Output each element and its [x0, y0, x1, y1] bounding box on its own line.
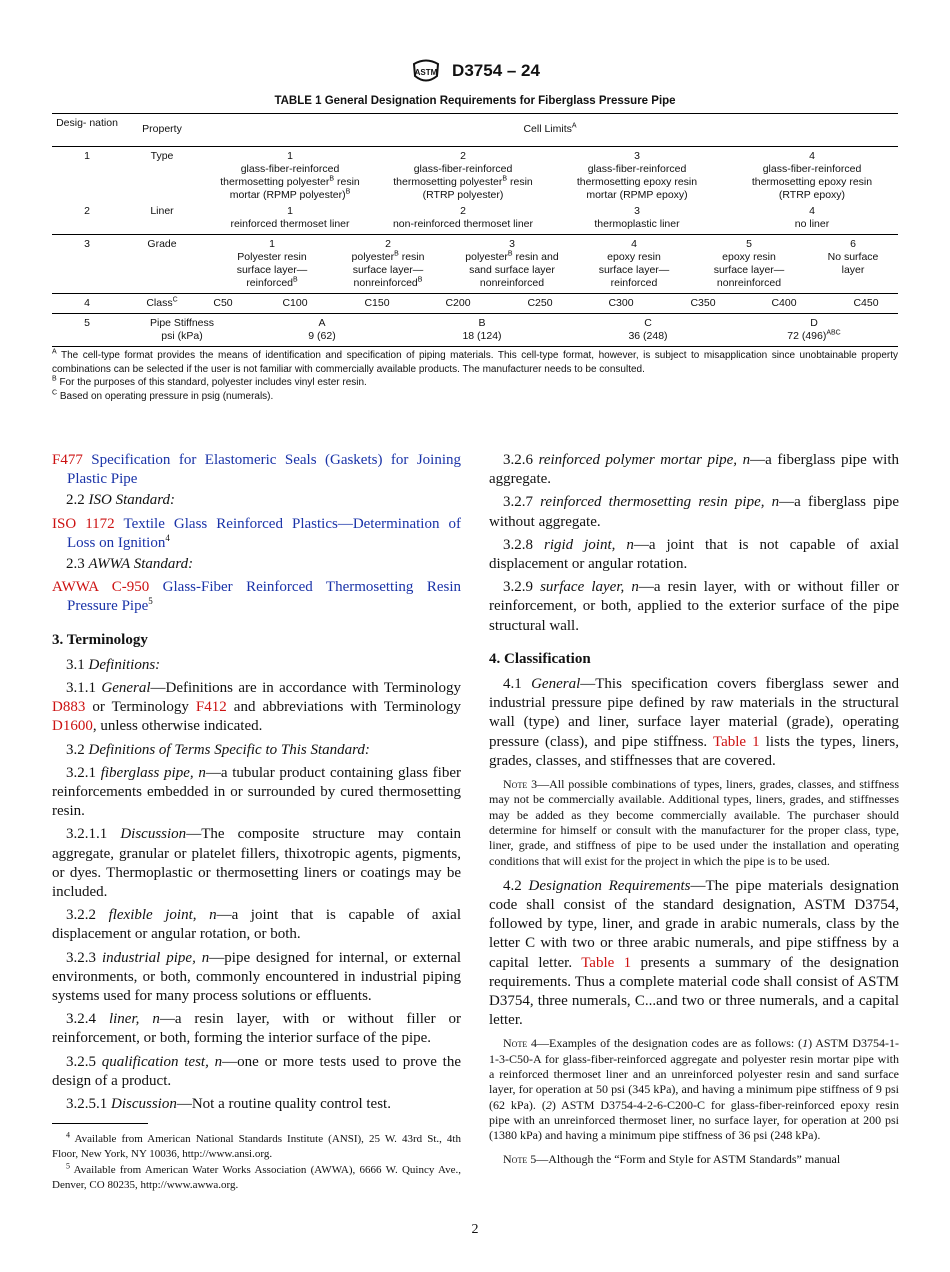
reference-awwa: AWWA C-950 Glass-Fiber Reinforced Thermosetting Resin Pressure Pipe$^5$ — [52, 579, 461, 615]
ref-link-d1600[interactable]: D1600 — [52, 718, 93, 735]
section-heading-classification: 4. Classification — [489, 650, 591, 667]
table-footnote-b: $^B$ For the purposes of this standard, polyester includes vinyl ester resin. — [52, 375, 367, 388]
stiffness-cell: D 72 $(496)^{ABC}$ — [787, 317, 841, 342]
row-num: 1 — [84, 150, 90, 162]
table-1-link[interactable]: Table 1 — [712, 733, 760, 750]
ref-link-awwa[interactable]: AWWA C-950 — [52, 579, 150, 596]
ref-title-f477[interactable]: Specification for Elastomeric Seals (Gaskets) for Joining Plastic Pipe — [67, 452, 462, 488]
right-column — [489, 451, 899, 1175]
ref-link-iso1172[interactable]: ISO 1172 — [52, 515, 115, 532]
row-property: Class$^C$ — [146, 296, 178, 309]
row-num: 3 — [84, 238, 90, 250]
class-cell: C100 — [282, 297, 308, 309]
table-footnote-a: $^A$ The cell-type format provides the means of identification and specification of piping materials. This cell-type format, however, is subject to misapplication since unobtainable property combinations can be selected if the user is not familiar with commercially available products. The manufacturer needs to be consulted. — [52, 348, 898, 375]
type-cell: 2 glass-fiber-reinforced thermosetting polyester$^B$ resin (RTRP polyester) — [393, 150, 533, 201]
section-3-2-9: 3.2.9 surface layer, n—a resin layer, with or without filler or reinforcement, or both, applied to the exterior surface of the pipe structural wall. — [489, 579, 899, 634]
row-num: 4 — [84, 297, 90, 309]
svg-text:ASTM: ASTM — [414, 68, 438, 77]
page-header — [0, 56, 950, 86]
section-3-2-7: 3.2.7 reinforced thermosetting resin pipe, n—a fiberglass pipe without aggregate. — [489, 494, 899, 530]
note-5: Note 5—Although the “Form and Style for ASTM Standards” manual — [503, 1151, 841, 1166]
section-3-2-5-1: 3.2.5.1 Discussion—Not a routine quality control test. — [66, 1096, 391, 1113]
ref-link-d883[interactable]: D883 — [52, 699, 86, 716]
liner-cell: 2 non-reinforced thermoset liner — [392, 205, 534, 230]
row-property: Pipe Stiffness psi (kPa) — [149, 317, 214, 342]
type-cell: 3 glass-fiber-reinforced thermosetting epoxy resin mortar (RPMP epoxy) — [576, 150, 698, 201]
footnote-divider — [52, 1123, 148, 1124]
class-cell: C400 — [771, 297, 797, 309]
table-rule — [52, 293, 898, 294]
liner-cell: 3 thermoplastic liner — [594, 205, 680, 230]
row-property: Type — [150, 150, 174, 162]
class-cell: C150 — [364, 297, 390, 309]
section-3-2-1-1: 3.2.1.1 Discussion—The composite structure may contain aggregate, granular or platelet fillers, thixotropic agents, pigments, or dyes. Thermoplastic or thermosetting liners or coatings may be included. — [52, 826, 461, 901]
class-cell: C200 — [445, 297, 471, 309]
table-title: TABLE 1 General Designation Requirements for Fiberglass Pressure Pipe — [274, 95, 676, 107]
section-3-2-4: 3.2.4 liner, n—a resin layer, with or without filler or reinforcement, or both, forming the interior surface of the pipe. — [52, 1011, 462, 1047]
left-column — [52, 451, 461, 1118]
class-cell: C250 — [527, 297, 553, 309]
ref-title-iso1172[interactable]: Textile Glass Reinforced Plastics—Determination of Loss on Ignition — [67, 515, 461, 551]
reference-f477 — [52, 451, 461, 489]
table-rule — [52, 113, 898, 114]
document-id: D3754 – 24 — [452, 61, 540, 80]
section-2-3: 2.3 AWWA Standard: — [66, 556, 194, 573]
grade-cell: 3 polyester$^B$ resin and sand surface layer nonreinforced — [465, 238, 559, 289]
page-number: 2 — [471, 1222, 479, 1237]
table-rule — [52, 346, 898, 347]
table-rule — [52, 313, 898, 314]
header-cell-limits: Cell Limits$^A$ — [523, 122, 577, 135]
astm-logo-icon — [410, 56, 442, 86]
section-3-2: 3.2 Definitions of Terms Specific to This Standard: — [66, 741, 370, 758]
table-1-link[interactable]: Table 1 — [581, 954, 632, 971]
section-3-2-3: 3.2.3 industrial pipe, n—pipe designed for internal, or external environments, or both, commonly encountered in industrial piping systems used for many process solutions or effluents. — [52, 949, 462, 1005]
type-cell: 4 glass-fiber-reinforced thermosetting epoxy resin (RTRP epoxy) — [751, 150, 873, 201]
section-3-2-6: 3.2.6 reinforced polymer mortar pipe, n—a fiberglass pipe with aggregate. — [489, 452, 899, 488]
reference-iso1172: ISO 1172 Textile Glass Reinforced Plastics—Determination of Loss on Ignition$^4$ — [52, 515, 461, 551]
grade-cell: 2 polyester$^B$ resin surface layer— nonreinforced$^B$ — [351, 238, 425, 289]
section-4-1: 4.1 General—This specification covers fiberglass sewer and industrial pressure pipe defined by raw materials in the structural wall (type) and liner, surface layer material (grade), operating pressure (class), and pipe stiffness. Table 1 lists the types, liners, grades, classes, and stiffnesses that are covered. — [489, 676, 899, 769]
class-cell: C350 — [690, 297, 716, 309]
note-3: Note 3—All possible combinations of types, liners, grades, classes, and stiffness may not be commercially available. Additional types, liners, grades, and stiffnesses may be added as they become commercially available. The purchaser should determine for himself or consult with the manufacturer for the proper class, type, liner, grade, and stiffness of pipe to be used under the installation and operating conditions that will exist for the project in which the pipe is to be used. — [489, 777, 899, 868]
section-3-2-8: 3.2.8 rigid joint, n—a joint that is not capable of axial displacement or angular rotation. — [489, 536, 899, 573]
stiffness-cell: A 9 (62) — [308, 317, 336, 342]
stiffness-cell: C 36 (248) — [628, 317, 668, 342]
ref-link-f412[interactable]: F412 — [195, 699, 227, 716]
footnote-4: $^4$ Available from American National Standards Institute (ANSI), 25 W. 43rd St., 4th Floor, New York, NY 10036, http://www.ansi.org. — [52, 1130, 461, 1161]
table-rule — [52, 234, 898, 235]
row-num: 5 — [84, 317, 90, 329]
note-4: Note 4—Examples of the designation codes are as follows: (1) ASTM D3754-1-1-3-C50-A for glass-fiber-reinforced aggregate and polyester resin mortar pipe with a reinforced thermoset liner and an unreinforced polyester resin and sand surface layer, for operation at 50 psi (345 kPa), and having a minimum pipe stiffness of 9 psi (62 kPa). (2) ASTM D3754-4-2-6-C200-C for glass-fiber-reinforced epoxy resin pipe with an unreinforced thermoset liner, no surface layer, for operation at 200 psi (1380 kPa) and having a minimum pipe stiffness of 36 psi (248 kPa). — [489, 1036, 899, 1143]
section-heading-terminology: 3. Terminology — [52, 631, 148, 648]
grade-cell: 4 epoxy resin surface layer— reinforced — [598, 238, 670, 289]
class-cell: C450 — [853, 297, 879, 309]
type-cell: 1 glass-fiber-reinforced thermosetting polyester$^B$ resin mortar (RPMP polyester)$^B$ — [220, 150, 360, 201]
grade-cell: 5 epoxy resin surface layer— nonreinforced — [713, 238, 785, 289]
section-3-1-1: 3.1.1 General—Definitions are in accordance with Terminology D883 or Terminology F412 and abbreviations with Terminology D1600, unless otherwise indicated. — [52, 680, 461, 735]
ref-link-f477[interactable]: F477 — [52, 452, 83, 468]
section-3-2-2: 3.2.2 flexible joint, n—a joint that is capable of axial displacement or angular rotation, or both. — [52, 907, 462, 943]
class-cell: C50 — [213, 297, 233, 309]
row-property: Liner — [150, 205, 174, 217]
table-footnote-c: $^C$ Based on operating pressure in psig (numerals). — [52, 389, 274, 402]
section-2-2: 2.2 ISO Standard: — [66, 492, 176, 509]
grade-cell: 6 No surface layer — [827, 238, 879, 276]
footnote-5: $^5$ Available from American Water Works Association (AWWA), 6666 W. Quincy Ave., Denver, CO 80235, http://www.awwa.org. — [52, 1160, 461, 1191]
table-footnotes — [52, 349, 898, 403]
liner-cell: 4 no liner — [794, 205, 830, 230]
row-property: Grade — [147, 238, 177, 250]
class-cell: C300 — [608, 297, 634, 309]
section-3-1: 3.1 Definitions: — [66, 656, 161, 673]
row-num: 2 — [84, 205, 90, 217]
section-3-2-5: 3.2.5 qualification test, n—one or more tests used to prove the design of a product. — [52, 1053, 461, 1089]
page-footnotes — [52, 1132, 461, 1193]
header-property: Property — [142, 123, 182, 135]
stiffness-cell: B 18 (124) — [462, 317, 502, 342]
grade-cell: 1 Polyester resin surface layer— reinforced$^B$ — [236, 238, 308, 289]
table-rule — [52, 146, 898, 147]
liner-cell: 1 reinforced thermoset liner — [230, 205, 350, 230]
section-4-2: 4.2 Designation Requirements—The pipe materials designation code shall consist of the standard designation, ASTM D3754, followed by type, liner, and grade in arabic numerals, class by the letter C with two or three arabic numerals, and pipe stiffness by a capital letter. Table 1 presents a summary of the designation requirements. Thus a complete material code shall consist of ASTM D3754, three numerals, C...and two or three numerals, and a capital letter. — [489, 877, 899, 1029]
section-3-2-1: 3.2.1 fiberglass pipe, n—a tubular product containing glass fiber reinforcements embedded in or surrounded by cured thermosetting resin. — [52, 764, 461, 820]
header-designation: Desig- nation — [56, 117, 118, 129]
ref-title-awwa[interactable]: Glass-Fiber Reinforced Thermosetting Resin Pressure Pipe — [67, 579, 461, 615]
